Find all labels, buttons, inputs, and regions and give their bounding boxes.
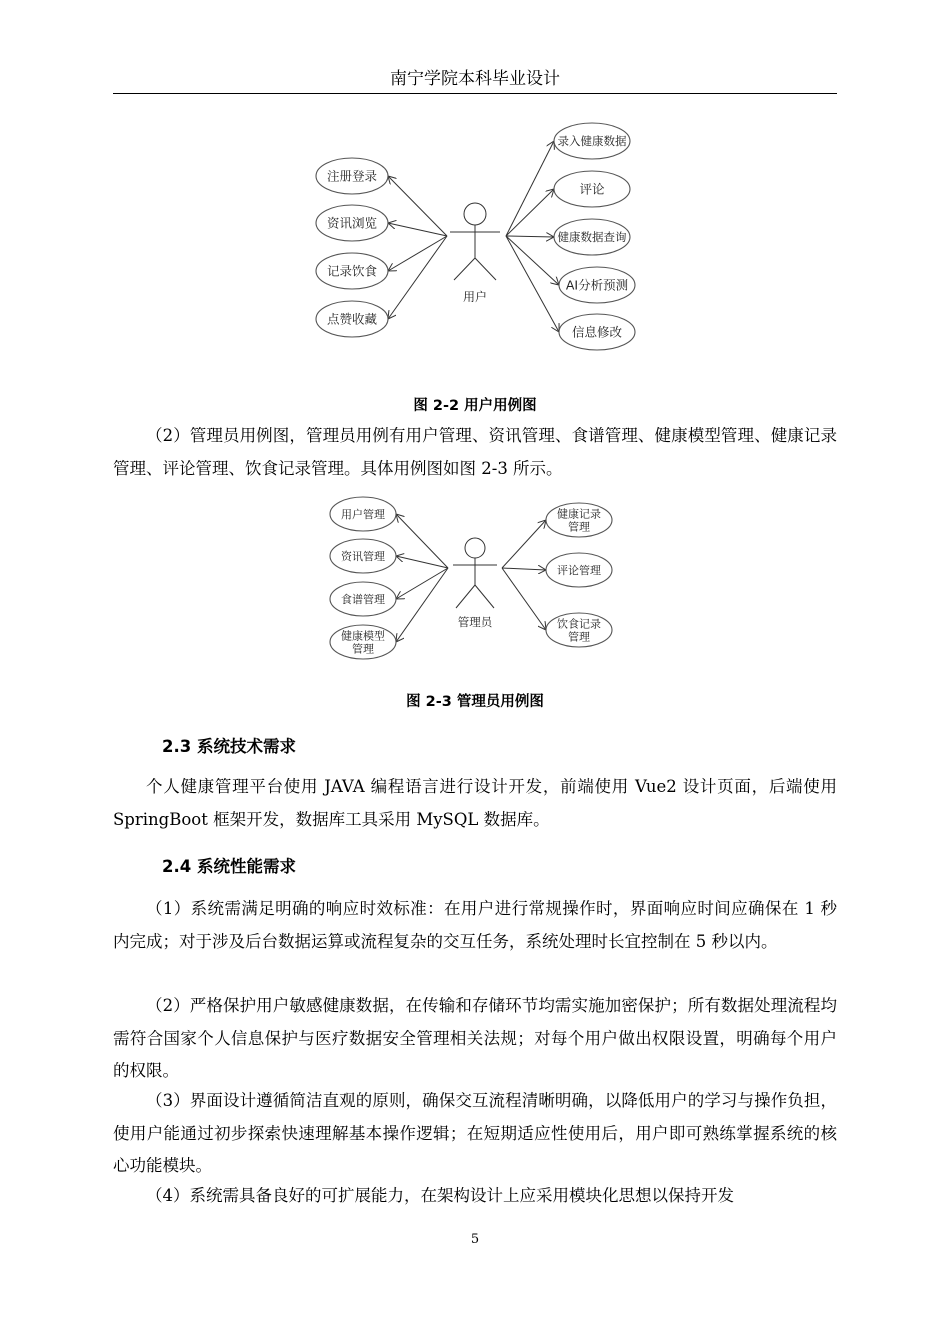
association-arrow — [396, 514, 448, 568]
page-header — [113, 66, 837, 94]
page-number: 5 — [470, 1232, 480, 1247]
use-case-label: 评论 — [579, 181, 605, 197]
association-arrow — [388, 236, 447, 271]
use-case-label: 评论管理 — [557, 563, 601, 577]
association-arrow — [388, 236, 447, 319]
use-case-label: AI分析预测 — [565, 277, 629, 293]
figure-2-3-caption: 图 2-3 管理员用例图 — [406, 694, 544, 710]
header-title: 南宁学院本科毕业设计 — [390, 69, 560, 89]
use-case-label: 健康记录管理 — [557, 507, 601, 534]
performance-item: （3）界面设计遵循简洁直观的原则，确保交互流程清晰明确，以降低用户的学习与操作负担，使用户能通过初步探索快速理解基本操作逻辑；在短期适应性使用后，用户即可熟练掌握系统的核心功能模块。 — [113, 1091, 837, 1175]
association-arrow — [506, 236, 559, 285]
association-arrow — [502, 568, 546, 630]
use-case-label: 饮食记录管理 — [557, 617, 601, 644]
association-arrow — [396, 568, 448, 642]
admin-use-case-svg — [320, 495, 630, 670]
association-arrow — [388, 176, 447, 236]
use-case-label: 记录饮食 — [326, 263, 378, 279]
user-use-case-diagram — [300, 110, 650, 360]
association-arrow — [506, 236, 559, 332]
user-use-case-svg — [300, 110, 650, 360]
paragraph-admin-intro: （2）管理员用例图，管理员用例有用户管理、资讯管理、食谱管理、健康模型管理、健康记录管理、评论管理、饮食记录管理。具体用例图如图 2-3 所示。 — [113, 426, 837, 478]
association-arrow — [506, 236, 554, 237]
admin-actor — [453, 538, 497, 608]
use-case-label: 录入健康数据 — [557, 134, 627, 149]
actor-label: 用户 — [462, 290, 488, 304]
association-arrow — [506, 189, 554, 236]
section-2-3-heading: 2.3 系统技术需求 — [162, 737, 296, 756]
performance-item: （4）系统需具备良好的可扩展能力，在架构设计上应采用模块化思想以保持开发 — [146, 1186, 734, 1205]
figure-2-2-caption: 图 2-2 用户用例图 — [413, 398, 537, 414]
use-case-label: 健康模型管理 — [341, 629, 385, 656]
use-case-label: 信息修改 — [571, 324, 623, 340]
admin-use-case-diagram — [320, 495, 630, 670]
use-case-label: 点赞收藏 — [326, 311, 378, 327]
use-case-label: 资讯浏览 — [326, 215, 378, 231]
use-case-label: 食谱管理 — [341, 592, 385, 606]
section-2-4-heading: 2.4 系统性能需求 — [162, 857, 296, 876]
association-arrow — [396, 568, 448, 599]
association-arrow — [388, 223, 447, 236]
use-case-label: 健康数据查询 — [557, 230, 627, 245]
association-arrow — [502, 520, 546, 568]
performance-item: （1）系统需满足明确的响应时效标准：在用户进行常规操作时，界面响应时间应确保在 1 秒内完成；对于涉及后台数据运算或流程复杂的交互任务，系统处理时长宜控制在 5 秒以内。 — [113, 899, 837, 951]
performance-item: （2）严格保护用户敏感健康数据，在传输和存储环节均需实施加密保护；所有数据处理流程均需符合国家个人信息保护与医疗数据安全管理相关法规；对每个用户做出权限设置，明确每个用户的权限。 — [113, 996, 837, 1080]
section-2-3-text: 个人健康管理平台使用 JAVA 编程语言进行设计开发，前端使用 Vue2 设计页面，后端使用 SpringBoot 框架开发，数据库工具采用 MySQL 数据库。 — [113, 777, 837, 829]
association-arrow — [502, 568, 546, 570]
use-case-label: 注册登录 — [326, 168, 378, 184]
user-actor — [450, 203, 500, 280]
actor-label: 管理员 — [457, 615, 493, 629]
association-arrow — [506, 141, 554, 236]
use-case-label: 资讯管理 — [341, 549, 385, 563]
use-case-label: 用户管理 — [341, 507, 385, 521]
association-arrow — [396, 556, 448, 568]
